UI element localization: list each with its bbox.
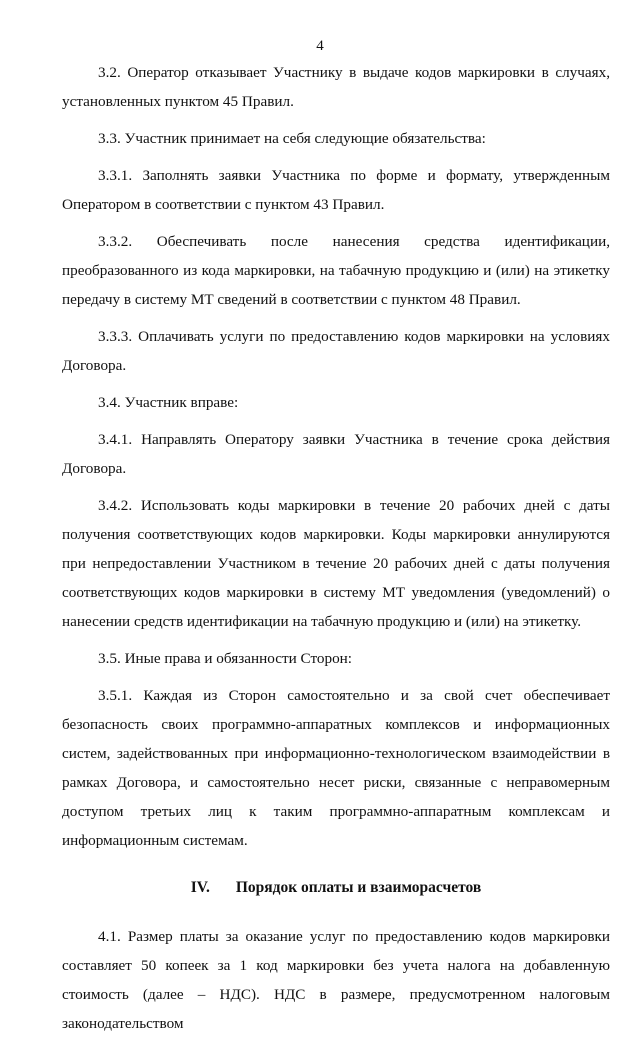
section-heading bbox=[62, 873, 610, 902]
paragraph-3-4-2: 3.4.2. Использовать коды маркировки в течение 20 рабочих дней с даты получения соответствующих кодов маркировки. Коды маркировки аннулируются при непредоставлении Участником в течение 20 рабочих дней с даты получения соответствующих кодов маркировки в систему МТ уведомления (уведомлений) о нанесении средств идентификации на табачную продукцию и (или) на этикетку. bbox=[62, 497, 610, 630]
paragraph-3-4-1: 3.4.1. Направлять Оператору заявки Участника в течение срока действия Договора. bbox=[62, 431, 610, 477]
paragraph-3-3-1: 3.3.1. Заполнять заявки Участника по форме и формату, утвержденным Оператором в соответствии с пунктом 43 Правил. bbox=[62, 167, 610, 213]
section-heading-number: IV. bbox=[190, 879, 210, 896]
paragraph-3-2: 3.2. Оператор отказывает Участнику в выдаче кодов маркировки в случаях, установленных пунктом 45 Правил. bbox=[62, 64, 610, 110]
paragraph-4-1: 4.1. Размер платы за оказание услуг по предоставлению кодов маркировки составляет 50 копеек за 1 код маркировки без учета налога на добавленную стоимость (далее – НДС). НДС в размере, предусмотренном налоговым законодательством bbox=[62, 928, 610, 1032]
section-heading-title: Порядок оплаты и взаиморасчетов bbox=[235, 879, 482, 896]
paragraph-3-5-1: 3.5.1. Каждая из Сторон самостоятельно и за свой счет обеспечивает безопасность своих программно-аппаратных комплексов и информационных систем, задействованных при информационно-технологическом взаимодействии в рамках Договора, и самостоятельно несет риски, связанные с неправомерным доступом третьих лиц к таким программно-аппаратным комплексам и информационным системам. bbox=[62, 687, 610, 849]
paragraph-3-4: 3.4. Участник вправе: bbox=[98, 394, 239, 411]
paragraph-3-3-3: 3.3.3. Оплачивать услуги по предоставлению кодов маркировки на условиях Договора. bbox=[62, 328, 610, 374]
page-number: 4 bbox=[316, 38, 324, 54]
document-body bbox=[62, 58, 610, 1046]
paragraph-3-3: 3.3. Участник принимает на себя следующие обязательства: bbox=[98, 130, 486, 147]
paragraph-3-5: 3.5. Иные права и обязанности Сторон: bbox=[98, 650, 353, 667]
paragraph-3-3-2: 3.3.2. Обеспечивать после нанесения средства идентификации, преобразованного из кода маркировки, на табачную продукцию и (или) на этикетку передачу в систему МТ сведений в соответствии с пунктом 48 Правил. bbox=[62, 233, 610, 308]
